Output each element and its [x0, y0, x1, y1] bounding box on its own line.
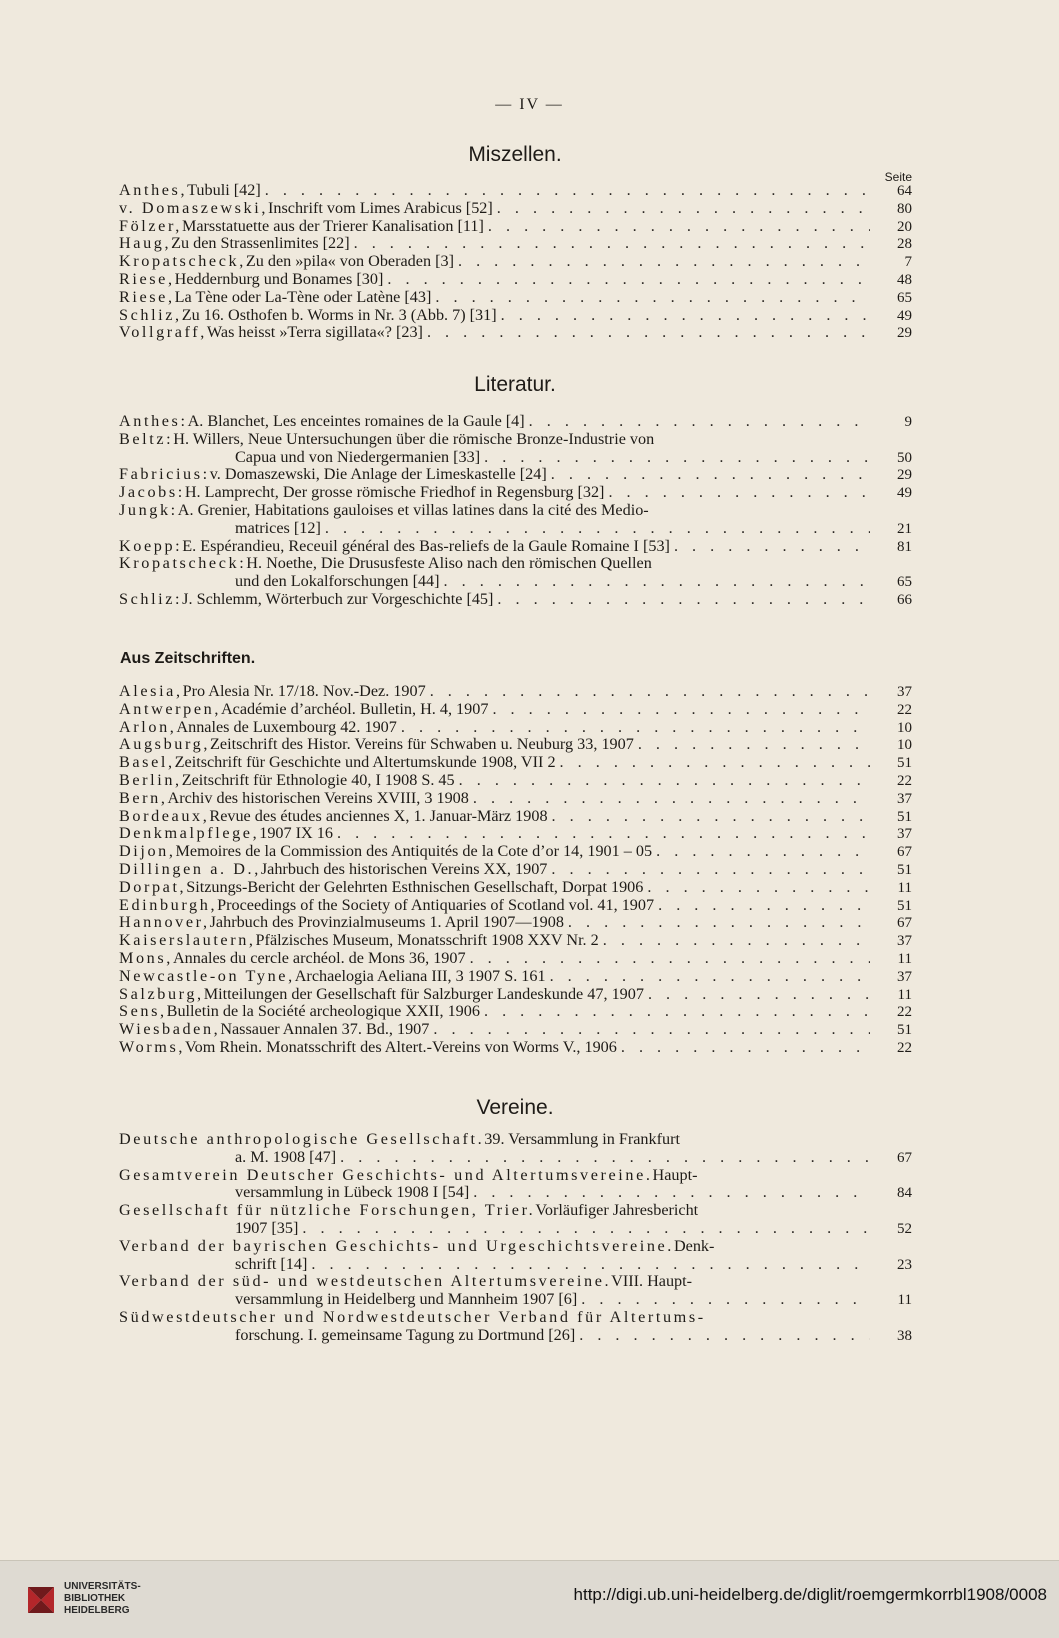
entry-author: Anthes:: [119, 412, 188, 430]
entry-page-number: 21: [897, 520, 912, 537]
entry-title: Sitzungs-Bericht der Gelehrten Esthnischen Gesellschaft, Dorpat 1906: [186, 877, 644, 896]
entry-page-number: 9: [904, 414, 912, 430]
entry-title: H. Willers, Neue Untersuchungen über die römische Bronze-Industrie von: [173, 429, 655, 448]
entry-author: Salzburg,: [119, 984, 204, 1003]
entry-page-number: 11: [897, 986, 912, 1003]
entry-author: Denkmalpflege,: [119, 824, 260, 843]
entry-title: Zu den Strassenlimites [22]: [171, 234, 350, 253]
entry-page-number: 51: [897, 755, 912, 772]
entry-page-number: 65: [897, 574, 912, 591]
toc-entry: [119, 466, 912, 484]
toc-entry: [119, 1238, 912, 1274]
library-name-line2: BIBLIOTHEK: [64, 1593, 126, 1604]
toc-entry: [119, 772, 912, 790]
entry-page-number: 50: [897, 449, 912, 466]
entry-title: Zu 16. Osthofen b. Worms in Nr. 3 (Abb. 7) [31]: [181, 305, 497, 324]
entry-continuation: matrices [12]: [235, 518, 321, 537]
toc-entry: [119, 324, 912, 342]
entry-page-number: 84: [897, 1185, 912, 1202]
dot-leader: [337, 825, 870, 843]
dot-leader: [459, 772, 870, 790]
seite-label: Seite: [884, 170, 912, 184]
toc-entry: [119, 897, 912, 915]
entry-continuation: versammlung in Heidelberg und Mannheim 1907 [6]: [235, 1290, 578, 1309]
toc-entry: [119, 538, 912, 556]
entry-title: Tubuli [42]: [187, 181, 261, 199]
entry-author: Hannover,: [119, 913, 210, 932]
entry-author: Fabricius:: [119, 465, 210, 484]
entry-author: Verband der süd- und westdeutschen Altertumsvereine.: [119, 1272, 612, 1291]
entry-page-number: 66: [897, 591, 912, 608]
entry-page-number: 37: [897, 933, 912, 950]
library-name: [64, 1581, 141, 1617]
entry-author: Sens,: [119, 1002, 167, 1021]
entry-title: Annales de Luxembourg 42. 1907: [176, 717, 397, 736]
dot-leader: [470, 950, 870, 968]
entry-page-number: 51: [897, 808, 912, 825]
entry-page-number: 22: [897, 772, 912, 789]
entry-page-number: 10: [897, 719, 912, 736]
entry-page-number: 48: [897, 271, 912, 288]
dot-leader: [529, 413, 870, 431]
dot-leader: [430, 683, 870, 701]
entry-title: Zeitschrift des Histor. Vereins für Schwaben u. Neuburg 33, 1907: [210, 735, 634, 754]
entry-page-number: 37: [897, 684, 912, 700]
toc-entry: [119, 182, 912, 200]
entry-title: Proceedings of the Society of Antiquaries of Scotland vol. 41, 1907: [217, 895, 655, 914]
entry-continuation: versammlung in Lübeck 1908 I [54]: [235, 1183, 470, 1202]
entry-title: Denk-: [673, 1236, 715, 1255]
entry-author: Bern,: [119, 788, 168, 807]
dot-leader: [497, 200, 870, 218]
dot-leader: [265, 182, 870, 200]
toc-entry: [119, 790, 912, 808]
entry-author: Augsburg,: [119, 735, 211, 754]
toc-entry: [119, 1131, 912, 1167]
dot-leader: [608, 484, 870, 502]
miszellen-list: [119, 182, 912, 342]
entry-author: Anthes,: [119, 181, 188, 199]
dot-leader: [550, 968, 870, 986]
toc-entry: [119, 200, 912, 218]
entry-page-number: 23: [897, 1256, 912, 1273]
dot-leader: [568, 914, 870, 932]
dot-leader: [484, 449, 870, 467]
toc-entry: [119, 307, 912, 325]
dot-leader: [647, 879, 870, 897]
entry-title: Pro Alesia Nr. 17/18. Nov.-Dez. 1907: [182, 682, 426, 700]
toc-entry: [119, 825, 912, 843]
library-name-line3: HEIDELBERG: [64, 1605, 130, 1616]
dot-leader: [551, 466, 870, 484]
dot-leader: [581, 1291, 870, 1309]
entry-author: Schliz,: [119, 305, 182, 324]
toc-entry: [119, 701, 912, 719]
dot-leader: [387, 271, 870, 289]
entry-title: La Tène oder La-Tène oder Latène [43]: [174, 287, 432, 306]
toc-entry: [119, 591, 912, 609]
toc-entry: [119, 1309, 912, 1345]
entry-title: Zu den »pila« von Oberaden [3]: [245, 252, 454, 271]
entry-page-number: 22: [897, 701, 912, 718]
toc-entry: [119, 932, 912, 950]
entry-title: Annales du cercle archéol. de Mons 36, 1907: [172, 948, 466, 967]
dot-leader: [458, 253, 870, 271]
toc-entry: [119, 754, 912, 772]
dot-leader: [603, 932, 870, 950]
entry-page-number: 22: [897, 1004, 912, 1021]
entry-page-number: 80: [897, 200, 912, 217]
entry-page-number: 11: [897, 950, 912, 967]
entry-author: Antwerpen,: [119, 699, 221, 718]
toc-entry: [119, 218, 912, 236]
dot-leader: [658, 897, 870, 915]
entry-continuation: Capua und von Niedergermanien [33]: [235, 447, 481, 466]
entry-page-number: 67: [897, 915, 912, 932]
dot-leader: [497, 591, 870, 609]
dot-leader: [488, 218, 870, 236]
toc-entry: [119, 968, 912, 986]
entry-author: Vollgraff,: [119, 323, 207, 342]
entry-title: Jahrbuch des Provinzialmuseums 1. April 1907—1908: [209, 913, 564, 932]
entry-page-number: 20: [897, 218, 912, 235]
entry-author: Riese,: [119, 287, 175, 306]
dot-leader: [302, 1220, 870, 1238]
entry-author: Edinburgh,: [119, 895, 218, 914]
toc-entry: [119, 413, 912, 431]
entry-author: Kaiserslautern,: [119, 931, 256, 950]
toc-entry: [119, 879, 912, 897]
entry-title: A. Blanchet, Les enceintes romaines de la Gaule [4]: [187, 412, 525, 430]
entry-author: Beltz:: [119, 429, 174, 448]
entry-author: Riese,: [119, 269, 175, 288]
entry-page-number: 51: [897, 861, 912, 878]
toc-entry: [119, 289, 912, 307]
toc-entry: [119, 719, 912, 737]
entry-page-number: 51: [897, 1022, 912, 1039]
entry-author: Mons,: [119, 948, 173, 967]
dot-leader: [674, 538, 870, 556]
toc-entry: [119, 914, 912, 932]
dot-leader: [492, 701, 870, 719]
vereine-list: [119, 1131, 912, 1345]
dot-leader: [401, 719, 870, 737]
dot-leader: [427, 324, 870, 342]
entry-page-number: 81: [897, 538, 912, 555]
entry-author: Berlin,: [119, 770, 182, 789]
entry-page-number: 38: [897, 1327, 912, 1344]
section-title-miszellen: Miszellen.: [468, 143, 562, 166]
entry-title: A. Grenier, Habitations gauloises et villas latines dans la cité des Medio-: [177, 500, 649, 519]
entry-title: 39. Versammlung in Frankfurt: [484, 1130, 680, 1148]
entry-author: Newcastle-on Tyne,: [119, 966, 295, 985]
entry-author: Alesia,: [119, 682, 183, 700]
entry-author: Kropatscheck,: [119, 252, 246, 271]
entry-author: Jungk:: [119, 500, 178, 519]
entry-author: Bordeaux,: [119, 806, 210, 825]
entry-title: Heddernburg und Bonames [30]: [174, 269, 384, 288]
entry-title: VIII. Haupt-: [611, 1272, 693, 1291]
toc-entry: [119, 1167, 912, 1203]
toc-entry: [119, 1021, 912, 1039]
entry-page-number: 52: [897, 1220, 912, 1237]
entry-title: J. Schlemm, Wörterbuch zur Vorgeschichte [45]: [182, 589, 494, 608]
toc-entry: [119, 1273, 912, 1309]
entry-continuation: a. M. 1908 [47]: [235, 1147, 337, 1166]
entry-author: Wiesbaden,: [119, 1020, 221, 1039]
dot-leader: [560, 754, 870, 772]
dot-leader: [311, 1256, 870, 1274]
entry-title: Pfälzisches Museum, Monatsschrift 1908 XXV Nr. 2: [255, 931, 599, 950]
toc-entry: [119, 502, 912, 538]
entry-author: Haug,: [119, 234, 172, 253]
entry-author: Arlon,: [119, 717, 177, 736]
section-title-literatur: Literatur.: [474, 373, 556, 396]
toc-entry: [119, 843, 912, 861]
entry-title: Archiv des historischen Vereins XVIII, 3 1908: [167, 788, 469, 807]
entry-author: Dorpat,: [119, 877, 187, 896]
entry-page-number: 37: [897, 826, 912, 843]
dot-leader: [648, 986, 870, 1004]
entry-author: Dillingen a. D.,: [119, 859, 261, 878]
entry-page-number: 37: [897, 790, 912, 807]
section-title-vereine: Vereine.: [476, 1096, 554, 1119]
entry-page-number: 67: [897, 844, 912, 861]
entry-author: Gesellschaft für nützliche Forschungen, Trier.: [119, 1201, 536, 1220]
toc-entry: [119, 235, 912, 253]
toc-entry: [119, 431, 912, 467]
literatur-list: [119, 413, 912, 609]
dot-leader: [501, 307, 870, 325]
section-title-zeitschriften: Aus Zeitschriften.: [120, 650, 256, 667]
entry-author: Gesamtverein Deutscher Geschichts- und Altertumsvereine.: [119, 1165, 653, 1184]
dot-leader: [325, 520, 870, 538]
entry-author: Dijon,: [119, 842, 176, 861]
entry-title: H. Noethe, Die Drususfeste Aliso nach den römischen Quellen: [246, 554, 652, 573]
toc-entry: [119, 1003, 912, 1021]
toc-entry: [119, 861, 912, 879]
zeitschriften-list: [119, 683, 912, 1057]
entry-title: Nassauer Annalen 37. Bd., 1907: [220, 1020, 430, 1039]
dot-leader: [473, 1184, 870, 1202]
entry-title: Archaelogia Aeliana III, 3 1907 S. 161: [294, 966, 546, 985]
entry-author: Basel,: [119, 753, 175, 772]
entry-author: Worms,: [119, 1037, 186, 1056]
toc-entry: [119, 271, 912, 289]
entry-title: H. Lamprecht, Der grosse römische Friedhof in Regensburg [32]: [184, 483, 605, 502]
entry-page-number: 11: [897, 1292, 912, 1309]
dot-leader: [444, 573, 870, 591]
dot-leader: [551, 861, 870, 879]
entry-page-number: 64: [897, 183, 912, 199]
entry-author: Schliz:: [119, 589, 183, 608]
entry-page-number: 29: [897, 325, 912, 342]
entry-continuation: und den Lokalforschungen [44]: [235, 572, 440, 591]
toc-entry: [119, 986, 912, 1004]
entry-page-number: 65: [897, 289, 912, 306]
dot-leader: [354, 235, 870, 253]
entry-title: Mitteilungen der Gesellschaft für Salzburger Landeskunde 47, 1907: [203, 984, 644, 1003]
dot-leader: [656, 843, 870, 861]
entry-continuation: forschung. I. gemeinsame Tagung zu Dortmund [26]: [235, 1325, 576, 1344]
library-logo-icon: [24, 1583, 58, 1617]
entry-title: Marsstatuette aus der Trierer Kanalisation [11]: [181, 216, 484, 235]
viewer-footer: [0, 1560, 1059, 1638]
entry-page-number: 67: [897, 1149, 912, 1166]
entry-page-number: 51: [897, 897, 912, 914]
page-number: — IV —: [495, 96, 564, 113]
entry-author: Jacobs:: [119, 483, 185, 502]
entry-author: Fölzer,: [119, 216, 182, 235]
entry-page-number: 29: [897, 467, 912, 484]
entry-title: 1907 IX 16: [259, 824, 333, 843]
entry-page-number: 10: [897, 737, 912, 754]
entry-title: Zeitschrift für Ethnologie 40, I 1908 S. 45: [181, 770, 455, 789]
entry-author: Koepp:: [119, 536, 183, 555]
toc-entry: [119, 555, 912, 591]
permalink-url[interactable]: http://digi.ub.uni-heidelberg.de/diglit/roemgermkorrbl1908/0008: [573, 1585, 1047, 1604]
entry-continuation: 1907 [35]: [235, 1218, 299, 1237]
entry-page-number: 11: [897, 879, 912, 896]
entry-author: Südwestdeutscher und Nordwestdeutscher Verband für Altertums-: [119, 1307, 706, 1326]
dot-leader: [433, 1021, 870, 1039]
dot-leader: [579, 1327, 870, 1345]
dot-leader: [435, 289, 870, 307]
entry-title: Vorläufiger Jahresbericht: [535, 1201, 699, 1220]
entry-continuation: schrift [14]: [235, 1254, 308, 1273]
toc-entry: [119, 683, 912, 701]
dot-leader: [552, 808, 870, 826]
entry-title: v. Domaszewski, Die Anlage der Limeskastelle [24]: [209, 465, 547, 484]
dot-leader: [473, 790, 870, 808]
entry-page-number: 28: [897, 236, 912, 253]
entry-page-number: 49: [897, 485, 912, 502]
toc-entry: [119, 1202, 912, 1238]
entry-page-number: 49: [897, 307, 912, 324]
entry-title: Memoires de la Commission des Antiquités de la Cote d’or 14, 1901 – 05: [175, 842, 653, 861]
entry-page-number: 22: [897, 1039, 912, 1056]
entry-title: E. Espérandieu, Receuil général des Bas-reliefs de la Gaule Romaine I [53]: [182, 536, 670, 555]
dot-leader: [621, 1039, 870, 1057]
toc-entry: [119, 808, 912, 826]
toc-entry: [119, 253, 912, 271]
dot-leader: [638, 736, 870, 754]
toc-entry: [119, 1039, 912, 1057]
entry-author: Verband der bayrischen Geschichts- und Urgeschichtsvereine.: [119, 1236, 674, 1255]
entry-title: Vom Rhein. Monatsschrift des Altert.-Vereins von Worms V., 1906: [185, 1037, 617, 1056]
dot-leader: [484, 1003, 870, 1021]
entry-title: Was heisst »Terra sigillata«? [23]: [206, 323, 423, 342]
entry-title: Zeitschrift für Geschichte und Altertumskunde 1908, VII 2: [174, 753, 556, 772]
toc-entry: [119, 950, 912, 968]
entry-page-number: 7: [904, 254, 912, 271]
library-name-line1: UNIVERSITÄTS-: [64, 1581, 141, 1592]
entry-title: Inschrift vom Limes Arabicus [52]: [268, 198, 493, 217]
entry-title: Bulletin de la Société archeologique XXII, 1906: [166, 1002, 480, 1021]
toc-entry: [119, 484, 912, 502]
entry-title: Jahrbuch des historischen Vereins XX, 1907: [260, 859, 548, 878]
entry-title: Haupt-: [652, 1165, 698, 1184]
dot-leader: [340, 1149, 870, 1167]
entry-author: v. Domaszewski,: [119, 198, 268, 217]
entry-page-number: 37: [897, 968, 912, 985]
toc-entry: [119, 736, 912, 754]
entry-author: Kropatscheck:: [119, 554, 247, 573]
entry-title: Académie d’archéol. Bulletin, H. 4, 1907: [220, 699, 489, 718]
entry-author: Deutsche anthropologische Gesellschaft.: [119, 1130, 485, 1148]
entry-title: Revue des études anciennes X, 1. Januar-März 1908: [209, 806, 548, 825]
